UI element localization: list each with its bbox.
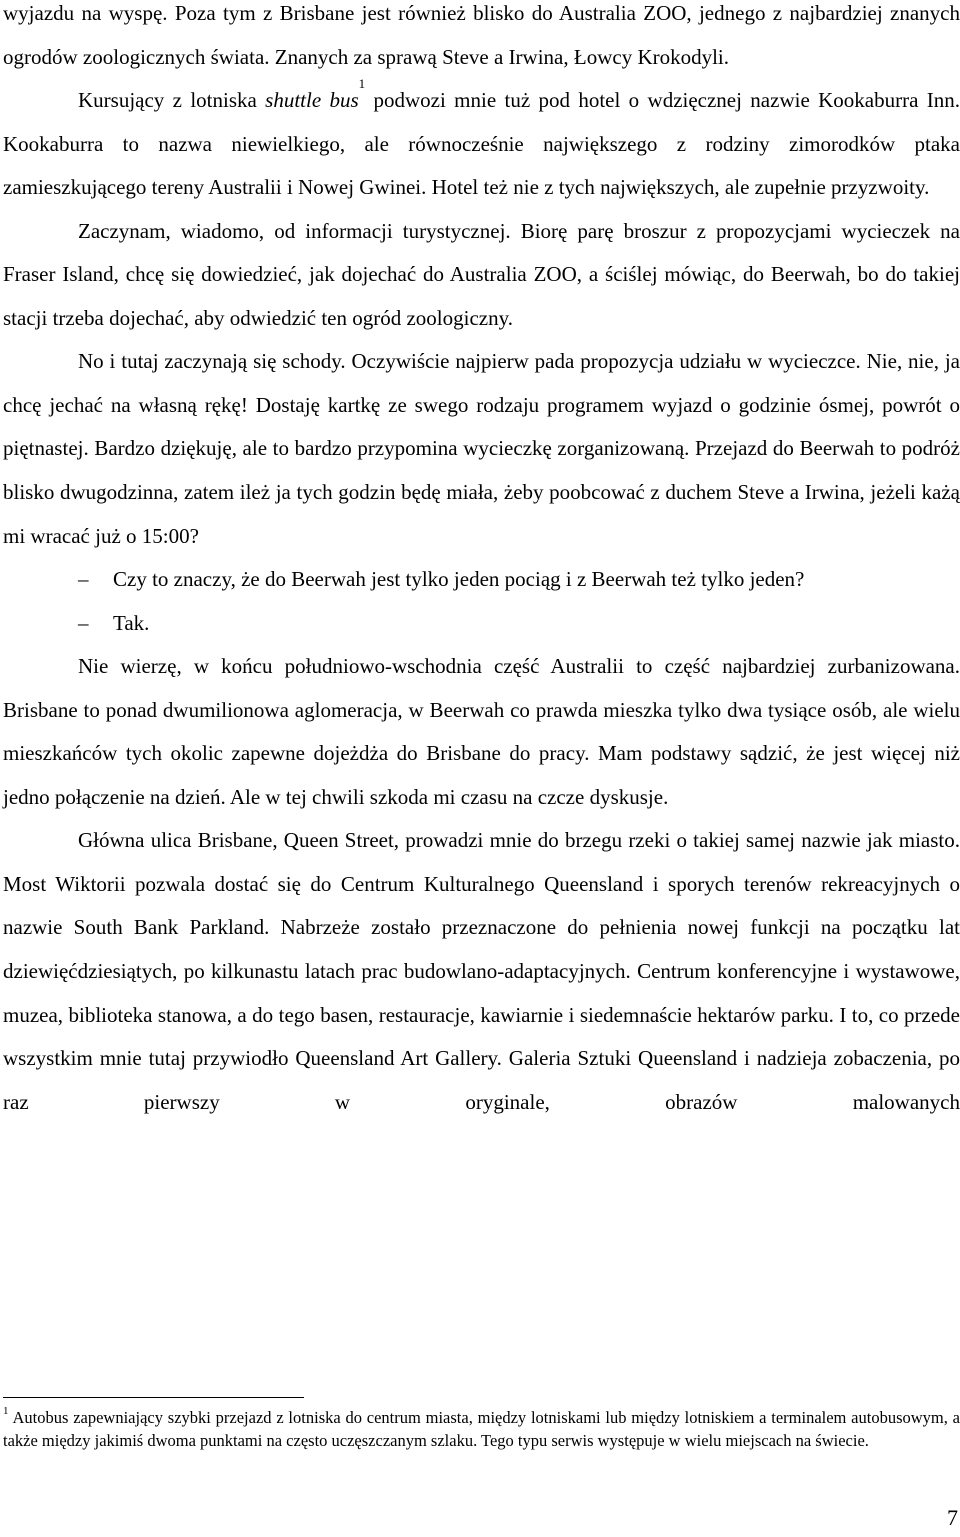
dialogue-dash: – [78,610,89,635]
dialogue-dash: – [78,567,89,592]
paragraph-disbelief: Nie wierzę, w końcu południowo-wschodnia część Australii to część najbardziej zurbanizowana. Brisbane to ponad dwumilionowa aglomeracja, w Beerwah co prawda mieszka tylko dwa tysiące osób, ale wielu mieszkańców tych okolic zapewne dojeżdża do Brisbane do pracy. Mam podstawy sądzić, że jest więcej niż jedno połączenie na dzień. Ale w tej chwili szkoda mi czasu na czcze dyskusje. [3,654,960,809]
italic-term: shuttle bus [265,88,359,113]
footnote-reference[interactable]: 1 [358,76,366,92]
paragraph-tourist-info: Zaczynam, wiadomo, od informacji turystycznej. Biorę parę broszur z propozycjami wycieczek na Fraser Island, chcę się dowiedzieć, jak dojechać do Australia ZOO, a ściślej mówiąc, do Beerwah, bo do takiej stacji trzeba dojechać, aby odwiedzić ten ogród zoologiczny. [3,218,960,330]
dialogue-text: Czy to znaczy, że do Beerwah jest tylko jeden pociąg i z Beerwah też tylko jeden? [113,567,805,592]
dialogue-line-question [3,558,960,602]
paragraph-queen-street: Główna ulica Brisbane, Queen Street, prowadzi mnie do brzegu rzeki o takiej samej nazwie jak miasto. Most Wiktorii pozwala dostać się do Centrum Kulturalnego Queensland i sporych terenów rekreacyjnych o nazwie South Bank Parkland. Nabrzeże zostało przeznaczone do pełnienia nowej funkcji na początku lat dziewięćdziesiątych, po kilkunastu latach prac budowlano-adaptacyjnych. Centrum konferencyjne i wystawowe, muzea, biblioteka stanowa, a do tego basen, restauracje, kawiarnie i siedemnaście hektarów parku. I to, co przede wszystkim mnie tutaj przywiodło Queensland Art Gallery. Galeria Sztuki Queensland i nadzieja zobaczenia, po raz pierwszy w oryginale, obrazów malowanych [3,828,960,1114]
paragraph-continued: wyjazdu na wyspę. Poza tym z Brisbane jest również blisko do Australia ZOO, jednego z najbardziej znanych ogrodów zoologicznych świata. Znanych za sprawą Steve a Irwina, Łowcy Krokodyli. [3,1,960,69]
dialogue-text: Tak. [113,610,150,635]
footnote-separator [3,1397,304,1398]
dialogue-line-answer [3,602,960,646]
body-text [3,0,960,1124]
paragraph-text-start: Kursujący z lotniska [78,88,266,113]
footnote-marker: 1 [3,1405,9,1417]
footnote [3,1407,960,1452]
paragraph-trip-program: No i tutaj zaczynają się schody. Oczywiście najpierw pada propozycja udziału w wycieczce. Nie, nie, ja chcę jechać na własną rękę! Dostaję kartkę ze swego rodzaju programem wyjazd o godzinie ósmej, powrót o piętnastej. Bardzo dziękuję, ale to bardzo przypomina wycieczkę zorganizowaną. Przejazd do Beerwah to podróż blisko dwugodzinna, zatem ileż ja tych godzin będę miała, żeby poobcować z duchem Steve a Irwina, jeżeli każą mi wracać już o 15:00? [3,349,960,548]
page-number: 7 [947,1505,958,1530]
paragraph-text-end: podwozi mnie tuż pod hotel o wdzięcznej nazwie Kookaburra Inn. Kookaburra to nazwa niewielkiego, ale równocześnie największego z rodziny zimorodków ptaka zamieszkującego tereny Australii i Nowej Gwinei. Hotel też nie z tych największych, ale zupełnie przyzwoity. [3,88,960,200]
footnote-text: Autobus zapewniający szybki przejazd z lotniska do centrum miasta, między lotniskami lub między lotniskiem a terminalem autobusowym, a także między jakimiś dwoma punktami na często uczęszczanym szlaku. Tego typu serwis występuje w wielu miejscach na świecie. [3,1408,960,1450]
paragraph-shuttle-bus [3,76,960,210]
